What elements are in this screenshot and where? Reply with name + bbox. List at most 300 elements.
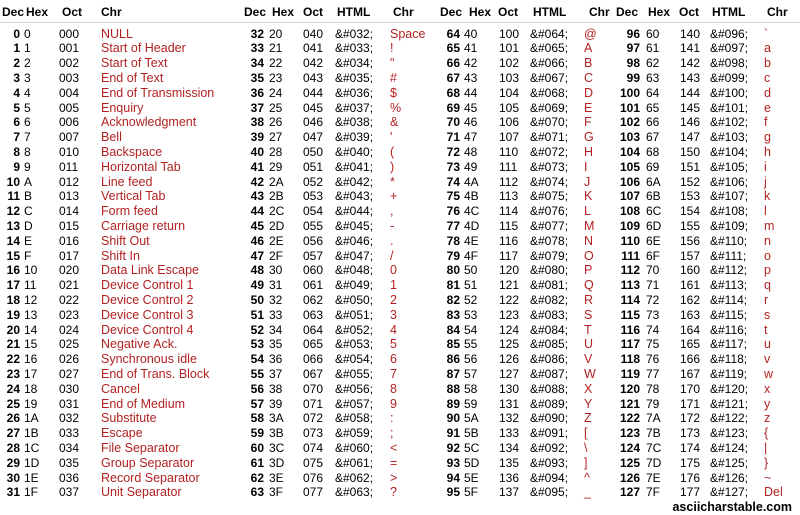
chr-cell: Substitute <box>101 411 157 426</box>
chr-cell: / <box>390 248 394 263</box>
html-entity-cell: &#114; <box>710 292 748 307</box>
hex-cell: 17 <box>24 366 38 381</box>
dec-cell: 51 <box>250 307 264 322</box>
dec-cell: 23 <box>6 366 20 381</box>
chr-cell: ! <box>390 41 394 56</box>
html-entity-cell: &#040; <box>335 144 374 159</box>
hex-cell: 16 <box>24 352 38 367</box>
html-entity-cell: &#107; <box>710 189 749 204</box>
oct-cell: 114 <box>499 204 519 219</box>
hex-cell: A <box>24 174 33 189</box>
html-entity-cell: &#048; <box>335 263 374 278</box>
html-entity-cell: &#085; <box>530 337 569 352</box>
header-hex: Hex <box>648 5 671 19</box>
oct-cell: 065 <box>303 337 324 352</box>
hex-cell: 7B <box>646 426 661 441</box>
oct-cell: 025 <box>59 337 80 352</box>
oct-cell: 024 <box>59 322 80 337</box>
html-entity-cell: &#061; <box>335 455 374 470</box>
hex-cell: 44 <box>464 85 478 100</box>
oct-cell: 063 <box>303 307 324 322</box>
chr-cell: Enquiry <box>101 100 144 115</box>
oct-cell: 101 <box>499 41 520 56</box>
chr-cell: W <box>584 366 596 381</box>
hex-cell: 4F <box>464 248 479 263</box>
dec-cell: 102 <box>619 115 640 130</box>
html-entity-cell: &#033; <box>335 41 374 56</box>
hex-cell: 7F <box>646 485 661 500</box>
oct-cell: 100 <box>499 26 520 41</box>
dec-cell: 63 <box>250 485 264 500</box>
hex-cell: 3F <box>269 485 284 500</box>
dec-cell: 45 <box>250 218 264 233</box>
oct-cell: 060 <box>303 263 324 278</box>
chr-cell: Backspace <box>101 144 163 159</box>
html-entity-cell: &#091; <box>530 426 569 441</box>
oct-cell: 111 <box>499 159 518 174</box>
chr-cell: ] <box>584 455 588 470</box>
oct-cell: 141 <box>680 41 701 56</box>
oct-cell: 172 <box>680 411 701 426</box>
dec-cell: 91 <box>446 426 460 441</box>
header-oct: Oct <box>62 5 83 19</box>
html-entity-cell: &#073; <box>530 159 569 174</box>
hex-cell: 31 <box>269 278 283 293</box>
html-entity-cell: &#064; <box>530 26 569 41</box>
oct-cell: 035 <box>59 455 80 470</box>
dec-cell: 54 <box>250 352 264 367</box>
oct-cell: 072 <box>303 411 324 426</box>
chr-cell: ~ <box>764 470 772 485</box>
chr-cell: Record Separator <box>101 470 200 485</box>
oct-cell: 137 <box>499 485 520 500</box>
html-entity-cell: &#071; <box>530 130 569 145</box>
chr-cell: Start of Header <box>101 41 186 56</box>
oct-cell: 124 <box>499 322 520 337</box>
html-entity-cell: &#088; <box>530 381 569 396</box>
oct-cell: 074 <box>303 440 324 455</box>
oct-cell: 000 <box>59 26 80 41</box>
chr-cell: N <box>584 233 594 248</box>
html-entity-cell: &#068; <box>530 85 569 100</box>
dec-cell: 43 <box>250 189 264 204</box>
html-entity-cell: &#084; <box>530 322 569 337</box>
dec-cell: 50 <box>250 292 264 307</box>
oct-cell: 166 <box>680 352 701 367</box>
dec-cell: 3 <box>13 70 20 85</box>
dec-cell: 77 <box>446 218 460 233</box>
chr-cell: h <box>764 144 771 159</box>
dec-cell: 27 <box>6 426 20 441</box>
oct-cell: 106 <box>499 115 520 130</box>
hex-cell: 5A <box>464 411 479 426</box>
hex-cell: 12 <box>24 292 38 307</box>
chr-cell: Device Control 2 <box>101 292 194 307</box>
chr-cell: R <box>584 292 594 307</box>
dec-cell: 71 <box>446 130 460 145</box>
oct-cell: 014 <box>59 204 80 219</box>
dec-cell: 10 <box>6 174 20 189</box>
oct-cell: 007 <box>59 130 80 145</box>
dec-cell: 74 <box>446 174 460 189</box>
oct-cell: 144 <box>680 85 701 100</box>
oct-cell: 046 <box>303 115 324 130</box>
oct-cell: 151 <box>680 159 701 174</box>
chr-cell: m <box>764 218 775 233</box>
hex-cell: 20 <box>269 26 283 41</box>
chr-cell: q <box>764 278 771 293</box>
header-html: HTML <box>337 5 371 19</box>
dec-cell: 112 <box>620 263 640 278</box>
chr-cell: End of Transmission <box>101 85 215 100</box>
hex-cell: 8 <box>24 144 31 159</box>
dec-cell: 83 <box>446 307 460 322</box>
chr-cell: + <box>390 189 398 204</box>
dec-cell: 41 <box>250 159 264 174</box>
chr-cell: c <box>764 70 771 85</box>
oct-cell: 113 <box>499 189 519 204</box>
dec-cell: 7 <box>13 130 20 145</box>
hex-cell: 30 <box>269 263 283 278</box>
chr-cell: . <box>390 233 394 248</box>
oct-cell: 162 <box>680 292 701 307</box>
html-entity-cell: &#043; <box>335 189 374 204</box>
hex-cell: 74 <box>646 322 660 337</box>
dec-cell: 28 <box>6 440 20 455</box>
hex-cell: 1B <box>24 426 39 441</box>
html-entity-cell: &#125; <box>710 455 749 470</box>
header-html: HTML <box>712 5 746 19</box>
dec-cell: 94 <box>446 470 460 485</box>
hex-cell: 5F <box>464 485 479 500</box>
dec-cell: 5 <box>13 100 20 115</box>
dec-cell: 29 <box>6 455 20 470</box>
hex-cell: 6A <box>646 174 661 189</box>
oct-cell: 050 <box>303 144 324 159</box>
chr-cell: } <box>764 455 769 470</box>
dec-cell: 18 <box>6 292 20 307</box>
oct-cell: 152 <box>680 174 701 189</box>
html-entity-cell: &#049; <box>335 278 374 293</box>
dec-cell: 34 <box>250 56 264 71</box>
oct-cell: 012 <box>59 174 80 189</box>
hex-cell: 41 <box>464 41 478 56</box>
oct-cell: 176 <box>680 470 701 485</box>
chr-cell: | <box>764 440 768 455</box>
dec-cell: 92 <box>446 440 460 455</box>
html-entity-cell: &#058; <box>335 411 374 426</box>
html-entity-cell: &#055; <box>335 366 374 381</box>
hex-cell: 4B <box>464 189 479 204</box>
dec-cell: 110 <box>620 233 640 248</box>
oct-cell: 041 <box>303 41 324 56</box>
hex-cell: 76 <box>646 352 660 367</box>
dec-cell: 38 <box>250 115 264 130</box>
chr-cell: G <box>584 130 594 145</box>
dec-cell: 47 <box>250 248 264 263</box>
chr-cell: U <box>584 337 594 352</box>
hex-cell: 11 <box>24 278 37 293</box>
oct-cell: 034 <box>59 440 80 455</box>
hex-cell: 6E <box>646 233 661 248</box>
chr-cell: D <box>584 85 594 100</box>
html-entity-cell: &#112; <box>710 263 748 278</box>
dec-cell: 4 <box>13 85 20 100</box>
oct-cell: 130 <box>499 381 520 396</box>
dec-cell: 49 <box>250 278 264 293</box>
hex-cell: 73 <box>646 307 660 322</box>
dec-cell: 108 <box>619 204 640 219</box>
chr-cell: Del <box>764 485 783 500</box>
oct-cell: 132 <box>499 411 520 426</box>
oct-cell: 170 <box>680 381 701 396</box>
oct-cell: 150 <box>680 144 701 159</box>
dec-cell: 114 <box>620 292 640 307</box>
chr-cell: 5 <box>390 337 397 352</box>
chr-cell: ( <box>390 144 395 159</box>
oct-cell: 031 <box>59 396 80 411</box>
chr-cell: Shift Out <box>101 233 150 248</box>
oct-cell: 156 <box>680 233 701 248</box>
header-divider <box>0 22 800 23</box>
chr-cell: 0 <box>390 263 397 278</box>
chr-cell: > <box>390 470 398 485</box>
oct-cell: 040 <box>303 26 324 41</box>
dec-cell: 40 <box>250 144 264 159</box>
dec-cell: 19 <box>6 307 20 322</box>
oct-cell: 023 <box>59 307 80 322</box>
dec-cell: 69 <box>446 100 460 115</box>
html-entity-cell: &#057; <box>335 396 374 411</box>
dec-cell: 67 <box>446 70 460 85</box>
dec-cell: 98 <box>626 56 640 71</box>
dec-cell: 53 <box>250 337 264 352</box>
dec-cell: 73 <box>446 159 460 174</box>
hex-cell: 3A <box>269 411 284 426</box>
chr-cell: End of Medium <box>101 396 186 411</box>
chr-cell: End of Text <box>101 70 164 85</box>
chr-cell: 9 <box>390 396 397 411</box>
oct-cell: 123 <box>499 307 520 322</box>
chr-cell: 3 <box>390 307 397 322</box>
hex-cell: 3C <box>269 440 285 455</box>
hex-cell: 49 <box>464 159 478 174</box>
chr-cell: Device Control 1 <box>101 278 194 293</box>
html-entity-cell: &#101; <box>710 100 749 115</box>
chr-cell: ^ <box>584 470 590 485</box>
oct-cell: 107 <box>499 130 520 145</box>
html-entity-cell: &#094; <box>530 470 569 485</box>
dec-cell: 36 <box>250 85 264 100</box>
chr-cell: 1 <box>390 278 397 293</box>
hex-cell: 40 <box>464 26 478 41</box>
chr-cell: Vertical Tab <box>101 189 166 204</box>
header-hex: Hex <box>272 5 295 19</box>
chr-cell: e <box>764 100 771 115</box>
chr-cell: i <box>764 159 767 174</box>
chr-cell: k <box>764 189 771 204</box>
header-hex: Hex <box>469 5 492 19</box>
dec-cell: 126 <box>619 470 640 485</box>
chr-cell: 4 <box>390 322 397 337</box>
oct-cell: 062 <box>303 292 324 307</box>
oct-cell: 042 <box>303 56 324 71</box>
oct-cell: 103 <box>499 70 520 85</box>
oct-cell: 171 <box>680 396 701 411</box>
html-entity-cell: &#127; <box>710 485 749 500</box>
chr-cell: @ <box>584 26 597 41</box>
hex-cell: 59 <box>464 396 478 411</box>
oct-cell: 154 <box>680 204 701 219</box>
oct-cell: 105 <box>499 100 520 115</box>
hex-cell: 47 <box>464 130 478 145</box>
hex-cell: 53 <box>464 307 478 322</box>
chr-cell: u <box>764 337 771 352</box>
dec-cell: 59 <box>250 426 264 441</box>
chr-cell: 8 <box>390 381 397 396</box>
hex-cell: 7D <box>646 455 662 470</box>
chr-cell: File Separator <box>101 440 180 455</box>
dec-cell: 90 <box>446 411 460 426</box>
hex-cell: 29 <box>269 159 283 174</box>
hex-cell: 56 <box>464 352 478 367</box>
oct-cell: 054 <box>303 204 324 219</box>
html-entity-cell: &#050; <box>335 292 374 307</box>
chr-cell: % <box>390 100 402 115</box>
dec-cell: 16 <box>6 263 20 278</box>
dec-cell: 52 <box>250 322 264 337</box>
hex-cell: 1D <box>24 455 40 470</box>
header-chr: Chr <box>101 5 122 19</box>
dec-cell: 122 <box>619 411 640 426</box>
header-chr: Chr <box>589 5 610 19</box>
hex-cell: 63 <box>646 70 660 85</box>
oct-cell: 066 <box>303 352 324 367</box>
chr-cell: Z <box>584 411 592 426</box>
oct-cell: 020 <box>59 263 80 278</box>
hex-cell: 7A <box>646 411 661 426</box>
html-entity-cell: &#086; <box>530 352 569 367</box>
oct-cell: 045 <box>303 100 324 115</box>
chr-cell: y <box>764 396 771 411</box>
hex-cell: 2 <box>24 56 31 71</box>
chr-cell: C <box>584 70 594 85</box>
oct-cell: 067 <box>303 366 324 381</box>
hex-cell: 3 <box>24 70 31 85</box>
html-entity-cell: &#067; <box>530 70 569 85</box>
hex-cell: 36 <box>269 352 283 367</box>
oct-cell: 133 <box>499 426 520 441</box>
hex-cell: 2B <box>269 189 284 204</box>
hex-cell: 35 <box>269 337 283 352</box>
oct-cell: 110 <box>499 144 519 159</box>
html-entity-cell: &#035; <box>335 70 374 85</box>
hex-cell: 5 <box>24 100 31 115</box>
hex-cell: 2E <box>269 233 284 248</box>
oct-cell: 005 <box>59 100 80 115</box>
chr-cell: Shift In <box>101 248 140 263</box>
oct-cell: 125 <box>499 337 520 352</box>
dec-cell: 39 <box>250 130 264 145</box>
chr-cell: w <box>764 366 774 381</box>
chr-cell: I <box>584 159 588 174</box>
oct-cell: 017 <box>59 248 80 263</box>
hex-cell: 67 <box>646 130 660 145</box>
dec-cell: 78 <box>446 233 460 248</box>
oct-cell: 145 <box>680 100 701 115</box>
dec-cell: 26 <box>6 411 20 426</box>
html-entity-cell: &#090; <box>530 411 569 426</box>
dec-cell: 46 <box>250 233 264 248</box>
dec-cell: 13 <box>6 218 20 233</box>
html-entity-cell: &#096; <box>710 26 749 41</box>
oct-cell: 001 <box>59 41 80 56</box>
dec-cell: 88 <box>446 381 460 396</box>
dec-cell: 105 <box>619 159 640 174</box>
html-entity-cell: &#108; <box>710 204 749 219</box>
chr-cell: Group Separator <box>101 455 195 470</box>
dec-cell: 124 <box>619 440 640 455</box>
chr-cell: End of Trans. Block <box>101 366 210 381</box>
hex-cell: 43 <box>464 70 478 85</box>
header-html: HTML <box>533 5 567 19</box>
oct-cell: 116 <box>499 233 519 248</box>
oct-cell: 164 <box>680 322 701 337</box>
chr-cell: L <box>584 204 591 219</box>
oct-cell: 175 <box>680 455 701 470</box>
html-entity-cell: &#045; <box>335 218 374 233</box>
html-entity-cell: &#032; <box>335 26 374 41</box>
chr-cell: Negative Ack. <box>101 337 178 352</box>
hex-cell: 37 <box>269 366 283 381</box>
chr-cell: Carriage return <box>101 218 186 233</box>
chr-cell: Acknowledgment <box>101 115 197 130</box>
hex-cell: 7C <box>646 440 662 455</box>
hex-cell: 3D <box>269 455 285 470</box>
html-entity-cell: &#074; <box>530 174 569 189</box>
chr-cell: t <box>764 322 768 337</box>
oct-cell: 161 <box>680 278 701 293</box>
site-credit: asciicharstable.com <box>672 500 792 514</box>
html-entity-cell: &#089; <box>530 396 569 411</box>
oct-cell: 173 <box>680 426 701 441</box>
oct-cell: 131 <box>499 396 520 411</box>
chr-cell: E <box>584 100 593 115</box>
dec-cell: 15 <box>6 248 20 263</box>
oct-cell: 016 <box>59 233 80 248</box>
html-entity-cell: &#076; <box>530 204 569 219</box>
html-entity-cell: &#046; <box>335 233 374 248</box>
oct-cell: 013 <box>59 189 80 204</box>
html-entity-cell: &#041; <box>335 159 374 174</box>
hex-cell: 24 <box>269 85 283 100</box>
hex-cell: 51 <box>464 278 478 293</box>
html-entity-cell: &#092; <box>530 440 569 455</box>
hex-cell: 9 <box>24 159 31 174</box>
chr-cell: x <box>764 381 771 396</box>
dec-cell: 109 <box>619 218 640 233</box>
hex-cell: 46 <box>464 115 478 130</box>
hex-cell: 2F <box>269 248 284 263</box>
dec-cell: 6 <box>13 115 20 130</box>
dec-cell: 127 <box>619 485 640 500</box>
chr-cell: < <box>390 440 398 455</box>
chr-cell: \ <box>584 440 588 455</box>
hex-cell: F <box>24 248 32 263</box>
dec-cell: 81 <box>446 278 460 293</box>
chr-cell: p <box>764 263 771 278</box>
hex-cell: 27 <box>269 130 283 145</box>
